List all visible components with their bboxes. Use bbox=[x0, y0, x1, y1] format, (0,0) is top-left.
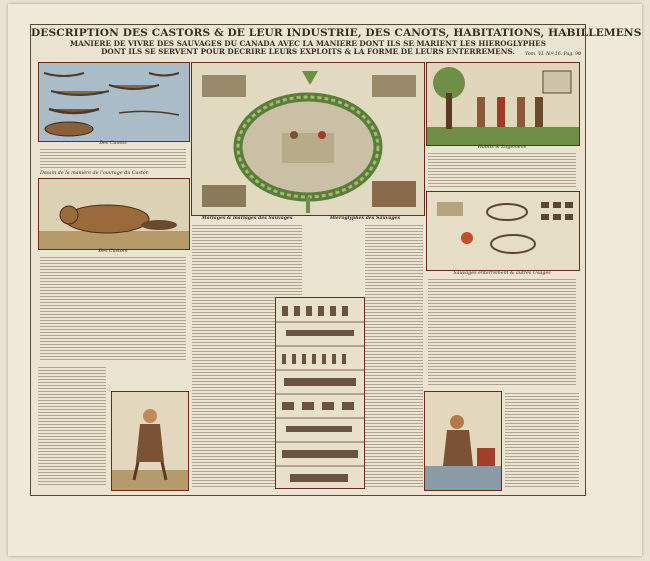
beavers-text bbox=[40, 255, 186, 361]
dwellings-illustration bbox=[427, 63, 579, 145]
marriage-header: Mariages & mariages des Sauvages bbox=[201, 216, 293, 221]
lower-left-text bbox=[38, 365, 106, 487]
title-line-3: DONT ILS SE SERVENT POUR DECRIRE LEURS EXPLOITS & LA FORME DE LEURS ENTERREMENS. bbox=[101, 46, 515, 56]
canoes-caption: Des Canots bbox=[99, 141, 127, 146]
canoes-panel bbox=[38, 62, 190, 142]
beaver-panel bbox=[38, 178, 190, 250]
lower-right-text bbox=[505, 391, 579, 487]
beavers-caption: Des Castors bbox=[98, 249, 128, 254]
marriage-illustration bbox=[192, 63, 424, 215]
canoes-illustration bbox=[39, 63, 189, 141]
volume-reference: Tom. VI. N.º 16. Pag. 90 bbox=[525, 52, 581, 57]
beaver-illustration bbox=[39, 179, 189, 249]
burial-panel bbox=[426, 191, 580, 271]
hieroglyph-illustration bbox=[276, 298, 364, 488]
title-line-2: MANIERE DE VIVRE DES SAUVAGES DU CANADA AVEC LA MANIERE DONT ILS SE MARIENT LES HIEROGLYPHES bbox=[70, 38, 546, 48]
burial-caption: Sauvages enterrement & autres Usages bbox=[453, 271, 551, 276]
beaver-header: Dessin de la manière de l'ouvrage du Castor bbox=[40, 171, 148, 176]
hieroglyph-text bbox=[365, 223, 423, 487]
woman-illustration bbox=[425, 392, 501, 490]
plate-title bbox=[31, 27, 642, 56]
burial-text bbox=[428, 277, 576, 387]
dwellings-caption: Habits & Logemens bbox=[477, 145, 527, 150]
dwellings-text bbox=[428, 151, 576, 187]
hunter-illustration bbox=[112, 392, 188, 490]
hieroglyph-panel bbox=[275, 297, 365, 489]
burial-illustration bbox=[427, 192, 579, 270]
marriage-panel bbox=[191, 62, 425, 216]
dwellings-panel bbox=[426, 62, 580, 146]
woman-panel bbox=[424, 391, 502, 491]
canoes-text bbox=[40, 147, 186, 169]
engraved-plate bbox=[30, 24, 642, 496]
paper-sheet bbox=[8, 4, 642, 556]
hieroglyph-header: Hieroglyphes des Sauvages bbox=[329, 216, 401, 221]
title-line-1: DESCRIPTION DES CASTORS & DE LEUR INDUSTRIE, DES CANOTS, HABITATIONS, HABILLEMENS bbox=[31, 27, 642, 39]
hunter-panel bbox=[111, 391, 189, 491]
